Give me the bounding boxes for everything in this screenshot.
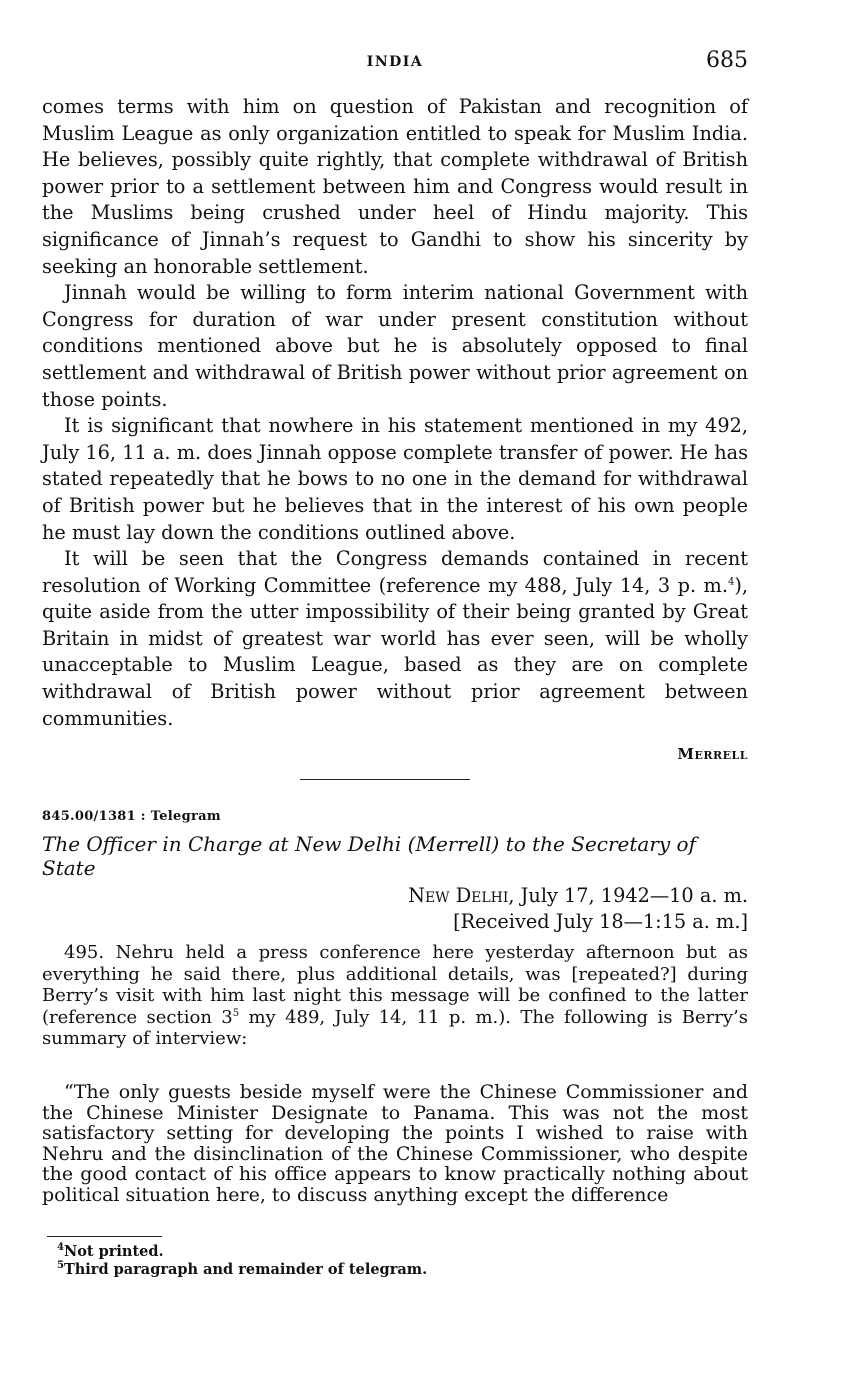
footnotes <box>57 1243 747 1279</box>
first-document-body <box>42 94 748 732</box>
section-divider <box>300 779 470 780</box>
running-head <box>42 48 748 76</box>
signature <box>42 745 748 763</box>
footnote-mark: 5 <box>232 1007 240 1019</box>
document-title: The Officer in Charge at New Delhi (Merrell) to the Secretary of State <box>42 832 696 880</box>
footnote-mark: 4 <box>727 576 735 588</box>
page-number: 685 <box>706 48 748 73</box>
footnote-text: Third paragraph and remainder of telegram. <box>63 1261 428 1278</box>
file-reference: 845.00/1381 : Telegram <box>42 809 221 824</box>
footnote <box>57 1261 747 1279</box>
paragraph: Jinnah would be willing to form interim national Government with Congress for duration of war under present constitution without conditions mentioned above but he is absolutely opposed to final settlement and withdrawal of British power without prior agreement on those points. <box>42 281 748 411</box>
dateline-line <box>42 883 748 909</box>
dateline-date: , July 17, 1942—10 a. m. <box>508 884 748 907</box>
paragraph-text: 495. Nehru held a press conference here yesterday afternoon but as everything he said there, plus additional details, was [repeated?] during Berry’s visit with him last night this message will be confined to the latter (reference section 3 <box>42 942 748 1028</box>
dateline <box>42 883 748 935</box>
dateline-place: New Delhi <box>408 884 509 907</box>
paragraph-text: ), quite aside from the utter impossibility of their being granted by Great Britain in midst of greatest war world has ever seen, will be wholly unacceptable to Muslim League, based as they are on complete withdrawal of British power without prior agreement between communities. <box>42 573 748 730</box>
quoted-summary <box>42 1082 748 1206</box>
paragraph: It is significant that nowhere in his statement mentioned in my 492, July 16, 11 a. m. does Jinnah oppose complete transfer of power. He has stated repeatedly that he bows to no one in the demand for withdrawal of British power but he believes that in the interest of his own people he must lay down the conditions outlined above. <box>42 414 748 544</box>
paragraph-text: It will be seen that the Congress demands contained in recent resolution of Working Committee (reference my 488, July 14, 3 p. m. <box>42 547 748 597</box>
opening-paragraph <box>42 942 748 1050</box>
paragraph: comes terms with him on question of Pakistan and recognition of Muslim League as only organization entitled to speak for Muslim India. He believes, possibly quite rightly, that complete withdrawal of British power prior to a settlement between him and Congress would result in the Muslims being crushed under heel of Hindu majority. This significance of Jinnah’s request to Gandhi to show his sincerity by seeking an honorable settlement. <box>42 95 748 278</box>
received-line: [Received July 18—1:15 a. m.] <box>453 910 748 933</box>
paragraph <box>42 942 748 1050</box>
footnote-mark: 4 <box>57 1242 64 1254</box>
running-title: INDIA <box>366 54 424 70</box>
footnote-mark: 5 <box>57 1260 64 1272</box>
footnote-text: Not printed. <box>63 1243 164 1260</box>
footnote-divider <box>47 1236 162 1237</box>
paragraph-text: my 489, July 14, 11 p. m.). The following is Berry’s summary of interview: <box>42 1006 749 1049</box>
paragraph <box>42 546 748 732</box>
footnote <box>57 1243 747 1261</box>
paragraph: “The only guests beside myself were the Chinese Commissioner and the Chinese Minister Designate to Panama. This was not the most satisfactory setting for developing the points I wished to raise with Nehru and the disinclination of the Chinese Commissioner, who despite the good contact of his office appears to know practically nothing about political situation here, to discuss anything except the difference <box>42 1081 748 1206</box>
signature-text: Merrell <box>677 745 748 763</box>
